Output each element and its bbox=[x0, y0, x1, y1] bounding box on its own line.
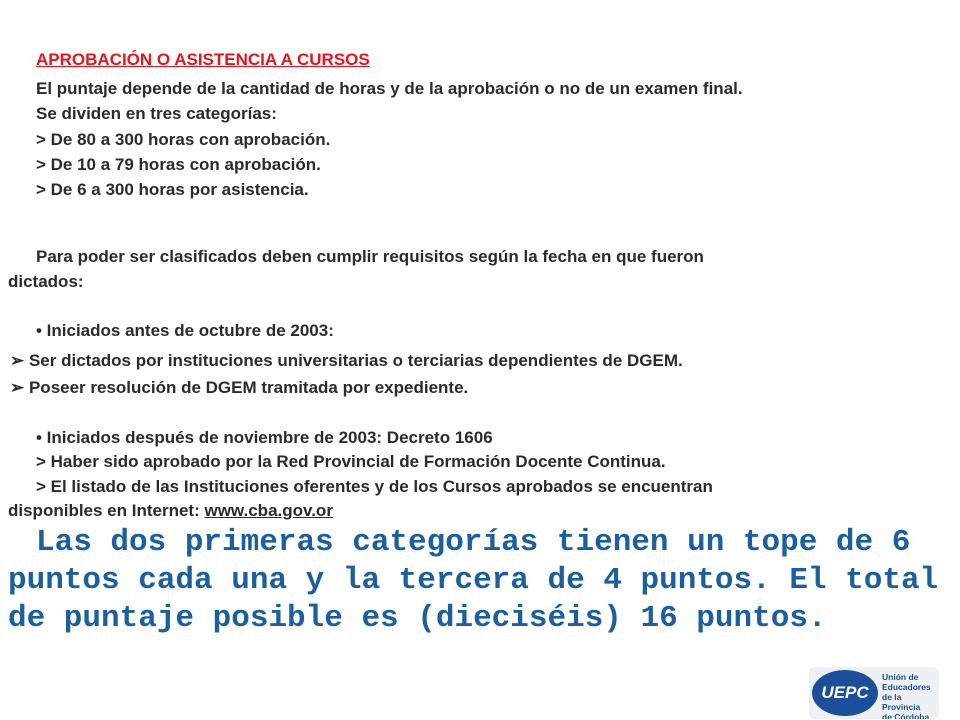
arrow-bullet-icon: ➢ bbox=[10, 378, 29, 397]
intro-text: El puntaje depende de la cantidad de horas y de la aprobación o no de un examen final. bbox=[36, 79, 743, 98]
before-2003-item: ➢ Ser dictados por instituciones universitarias o terciarias dependientes de DGEM. bbox=[10, 351, 683, 370]
category-item: > De 10 a 79 horas con aprobación. bbox=[36, 155, 321, 174]
uepc-logo bbox=[809, 667, 939, 719]
section-heading: APROBACIÓN O ASISTENCIA A CURSOS bbox=[36, 50, 370, 69]
after-2003-title: • Iniciados después de noviembre de 2003: Decreto 1606 bbox=[36, 428, 493, 447]
uepc-logo-mark: UEPC bbox=[812, 670, 878, 716]
uepc-logo-text: Unión de Educadores de la Provincia de Córdoba bbox=[882, 672, 931, 719]
categories-intro: Se dividen en tres categorías: bbox=[36, 104, 277, 123]
website-link[interactable]: www.cba.gov.or bbox=[204, 501, 333, 520]
before-2003-title: • Iniciados antes de octubre de 2003: bbox=[36, 321, 334, 340]
after-2003-item: > Haber sido aprobado por la Red Provincial de Formación Docente Continua. bbox=[36, 452, 666, 471]
category-item: > De 80 a 300 horas con aprobación. bbox=[36, 130, 331, 149]
after-2003-item-cont: disponibles en Internet: www.cba.gov.or bbox=[8, 501, 333, 520]
before-2003-item: ➢ Poseer resolución de DGEM tramitada por expediente. bbox=[10, 378, 469, 397]
summary-text: Las dos primeras categorías tienen un tope de 6 puntos cada una y la tercera de 4 puntos. El total de puntaje posible es (dieciséis) 16 puntos. bbox=[8, 525, 939, 636]
after-2003-item: > El listado de las Instituciones oferentes y de los Cursos aprobados se encuentran bbox=[36, 477, 713, 496]
requirements-intro: Para poder ser clasificados deben cumplir requisitos según la fecha en que fueron bbox=[36, 247, 704, 266]
category-item: > De 6 a 300 horas por asistencia. bbox=[36, 180, 309, 199]
requirements-intro-cont: dictados: bbox=[8, 272, 84, 291]
arrow-bullet-icon: ➢ bbox=[10, 351, 29, 370]
